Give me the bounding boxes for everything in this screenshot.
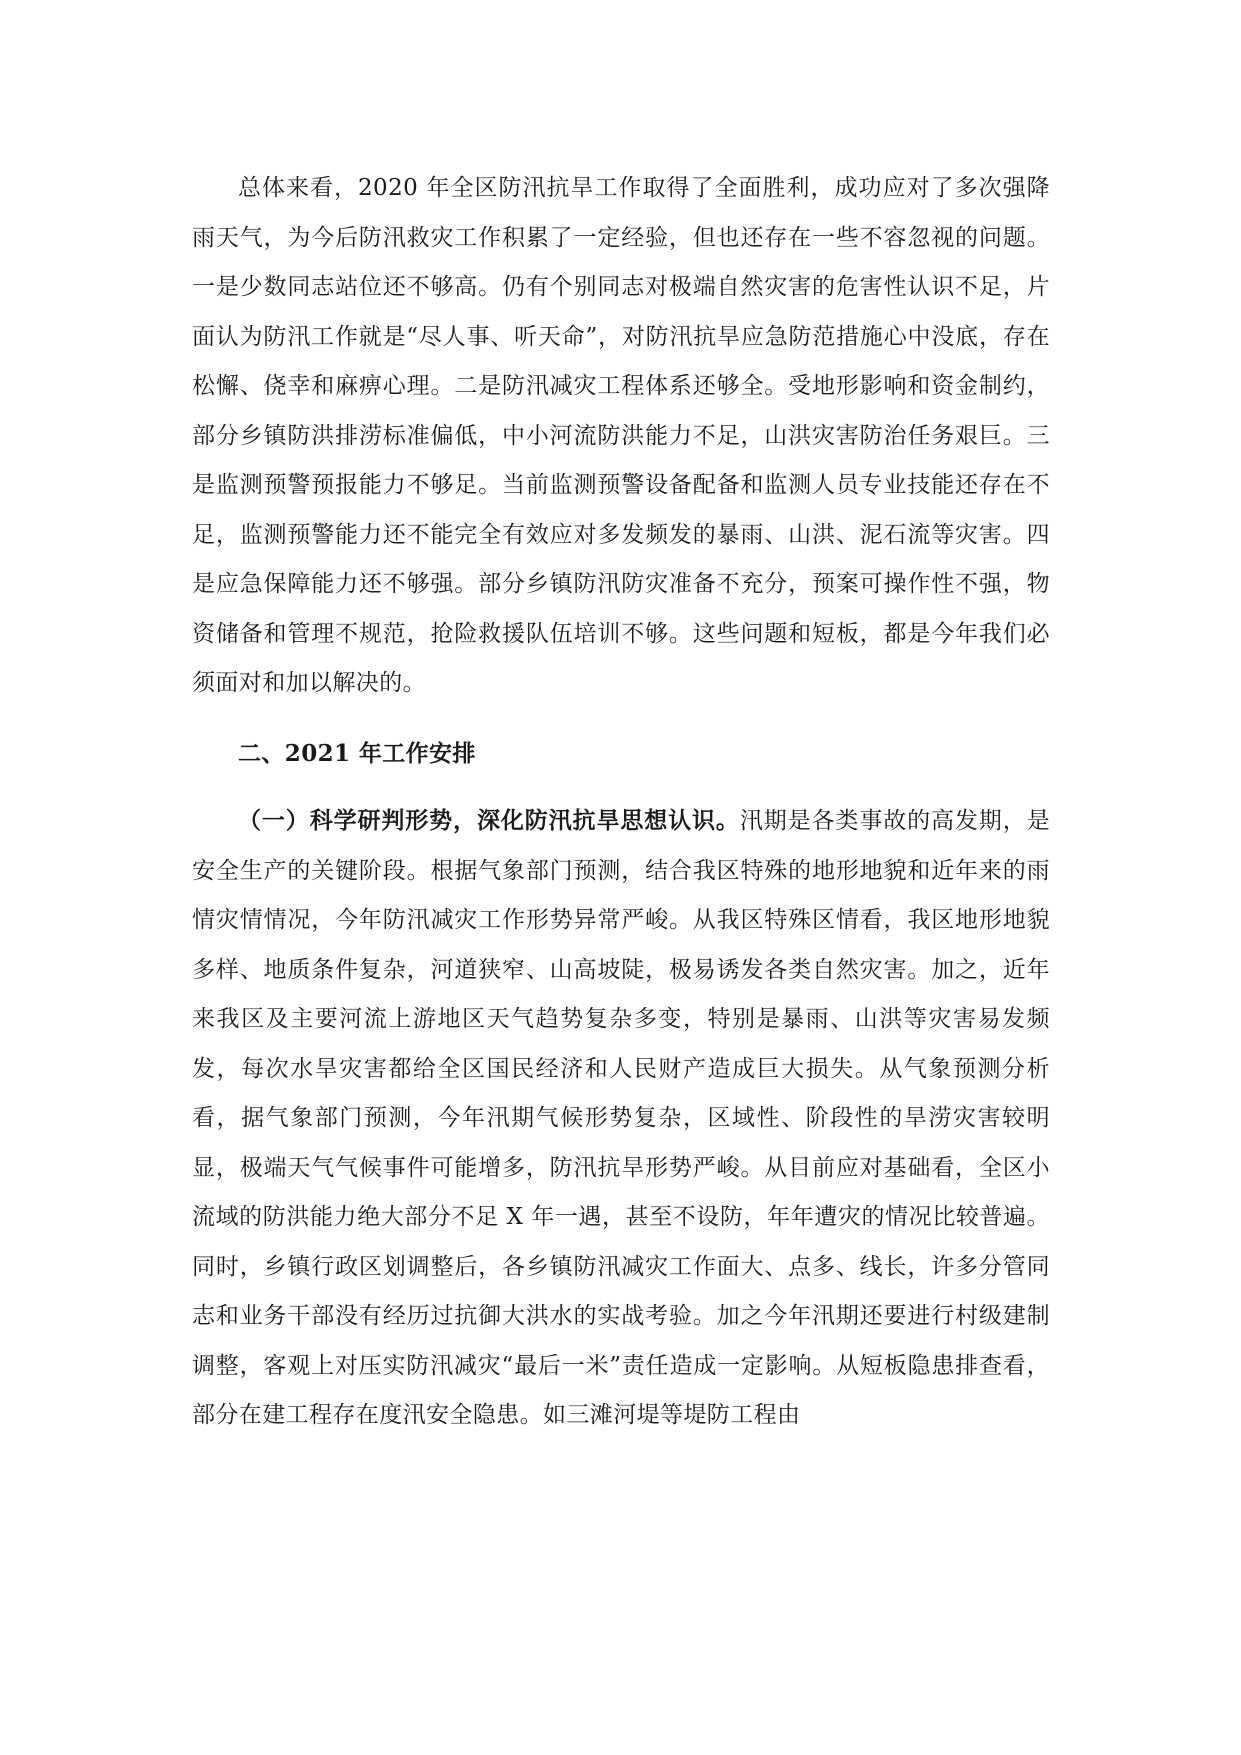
section-heading-2021-plan: 二、2021 年工作安排: [238, 739, 476, 767]
paragraph-body-text: 汛期是各类事故的高发期，是安全生产的关键阶段。根据气象部门预测，结合我区特殊的地形地貌和近年来的雨情灾情情况，今年防汛减灾工作形势异常严峻。从我区特殊区情看，我区地形地貌多样、地质条件复杂，河道狭窄、山高坡陡，极易诱发各类自然灾害。加之，近年来我区及主要河流上游地区天气趋势复杂多变，特别是暴雨、山洪等灾害易发频发，每次水旱灾害都给全区国民经济和人民财产造成巨大损失。从气象预测分析看，据气象部门预测，今年汛期气候形势复杂，区域性、阶段性的旱涝灾害较明显，极端天气气候事件可能增多，防汛抗旱形势严峻。从目前应对基础看，全区小流域的防洪能力绝大部分不足 X 年一遇，甚至不设防，年年遭灾的情况比较普遍。同时，乡镇行政区划调整后，各乡镇防汛减灾工作面大、点多、线长，许多分管同志和业务干部没有经历过抗御大洪水的实战考验。加之今年汛期还要进行村级建制调整，客观上对压实防汛减灾“最后一米”责任造成一定影响。从短板隐患排查看，部分在建工程存在度汛安全隐患。如三滩河堤等堤防工程由: [192, 808, 1051, 1428]
paragraph-situation-analysis: [192, 796, 1050, 1441]
paragraph-summary-2020: 总体来看，2020 年全区防汛抗旱工作取得了全面胜利，成功应对了多次强降雨天气，为今后防汛救灾工作积累了一定经验，但也还存在一些不容忽视的问题。一是少数同志站位还不够高。仍有个别同志对极端自然灾害的危害性认识不足，片面认为防汛工作就是“尽人事、听天命”，对防汛抗旱应急防范措施心中没底，存在松懈、侥幸和麻痹心理。二是防汛减灾工程体系还够全。受地形影响和资金制约，部分乡镇防洪排涝标准偏低，中小河流防洪能力不足，山洪灾害防治任务艰巨。三是监测预警预报能力不够足。当前监测预警设备配备和监测人员专业技能还存在不足，监测预警能力还不能完全有效应对多发频发的暴雨、山洪、泥石流等灾害。四是应急保障能力还不够强。部分乡镇防汛防灾准备不充分，预案可操作性不强，物资储备和管理不规范，抢险救援队伍培训不够。这些问题和短板，都是今年我们必须面对和加以解决的。: [192, 175, 1050, 696]
document-page: [192, 164, 1050, 1441]
paragraph-lead-title: （一）科学研判形势，深化防汛抗旱思想认识。: [238, 807, 740, 834]
